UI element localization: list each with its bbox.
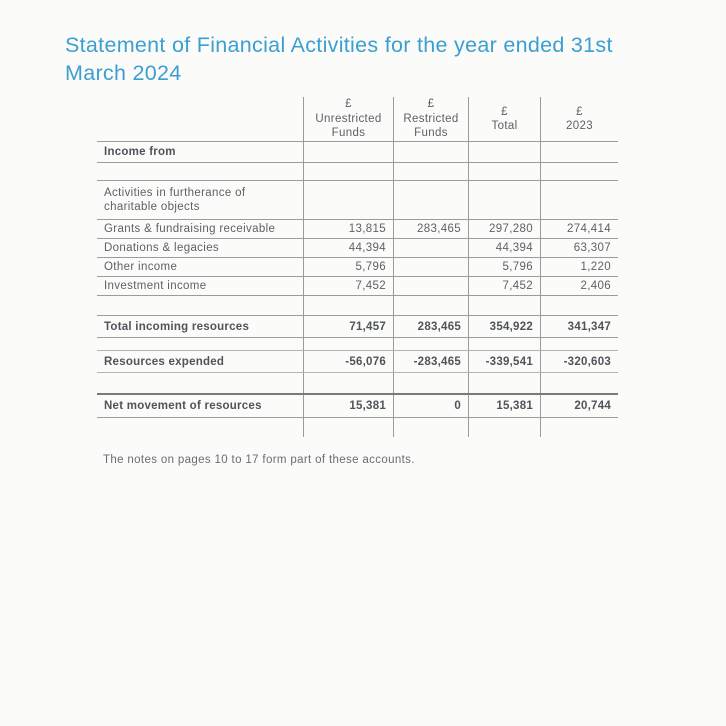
table-row-grants	[97, 220, 618, 239]
cell-2023	[540, 418, 618, 437]
row-label	[97, 163, 303, 180]
cell-2023: 341,347	[540, 316, 618, 337]
row-label: Activities in furtherance of charitable objects	[104, 187, 246, 213]
table-row-activities	[97, 181, 618, 220]
cell-unrestricted	[303, 296, 393, 315]
cell-total: 15,381	[468, 395, 540, 417]
cell-unrestricted	[303, 338, 393, 350]
cell-2023: 2,406	[540, 277, 618, 295]
cell-total	[468, 338, 540, 350]
cell-restricted	[393, 181, 468, 219]
table-row-resources-expended	[97, 351, 618, 373]
cell-2023: 274,414	[540, 220, 618, 238]
cell-unrestricted	[303, 142, 393, 162]
header-label: Funds	[331, 127, 366, 140]
row-label: Total incoming resources	[104, 320, 250, 333]
cell-total	[468, 418, 540, 437]
row-label: Other income	[104, 261, 178, 273]
row-label: Donations & legacies	[104, 242, 220, 254]
cell-total: 7,452	[468, 277, 540, 295]
cell-2023	[540, 181, 618, 219]
financial-activities-table	[97, 97, 618, 437]
table-header-row	[97, 97, 618, 142]
cell-2023	[540, 338, 618, 350]
row-label: Income from	[104, 146, 176, 158]
table-row-total-incoming	[97, 316, 618, 338]
header-label: Total	[491, 120, 518, 132]
table-row-blank	[97, 296, 618, 316]
cell-restricted	[393, 163, 468, 180]
cell-unrestricted	[303, 373, 393, 393]
row-label	[97, 373, 303, 393]
cell-restricted	[393, 418, 468, 437]
cell-2023: 63,307	[540, 239, 618, 257]
row-label	[97, 296, 303, 315]
cell-total	[468, 163, 540, 180]
cell-restricted: -283,465	[393, 351, 468, 372]
cell-restricted	[393, 296, 468, 315]
cell-2023: 20,744	[540, 395, 618, 417]
header-total	[468, 97, 540, 141]
footnote: The notes on pages 10 to 17 form part of these accounts.	[103, 454, 415, 466]
cell-restricted	[393, 373, 468, 393]
cell-2023	[540, 373, 618, 393]
cell-restricted	[393, 258, 468, 276]
table-row-blank	[97, 163, 618, 181]
header-unrestricted-funds	[303, 97, 393, 141]
header-label: Restricted	[403, 112, 459, 125]
cell-unrestricted: 15,381	[303, 395, 393, 417]
cell-restricted	[393, 142, 468, 162]
cell-unrestricted: -56,076	[303, 351, 393, 372]
cell-2023: 1,220	[540, 258, 618, 276]
cell-2023	[540, 163, 618, 180]
cell-2023: -320,603	[540, 351, 618, 372]
cell-total	[468, 181, 540, 219]
row-label	[97, 418, 303, 437]
cell-restricted	[393, 338, 468, 350]
cell-total: 297,280	[468, 220, 540, 238]
table-row-other-income	[97, 258, 618, 277]
cell-2023	[540, 296, 618, 315]
header-spacer-cell	[97, 97, 303, 141]
header-2023	[540, 97, 618, 141]
row-label: Grants & fundraising receivable	[104, 223, 276, 235]
header-label: Unrestricted	[315, 112, 382, 125]
cell-unrestricted	[303, 418, 393, 437]
header-label: 2023	[566, 120, 593, 132]
page-title: Statement of Financial Activities for the year ended 31st March 2024	[65, 33, 613, 85]
cell-restricted	[393, 239, 468, 257]
cell-unrestricted	[303, 181, 393, 219]
cell-total	[468, 373, 540, 393]
table-row-investment-income	[97, 277, 618, 296]
cell-restricted: 283,465	[393, 220, 468, 238]
row-label: Investment income	[104, 280, 207, 292]
cell-total: 354,922	[468, 316, 540, 337]
row-label: Resources expended	[104, 355, 225, 368]
cell-unrestricted: 13,815	[303, 220, 393, 238]
currency-symbol: £	[427, 98, 435, 111]
table-row-net-movement	[97, 395, 618, 418]
cell-restricted	[393, 277, 468, 295]
cell-2023	[540, 142, 618, 162]
cell-total: 44,394	[468, 239, 540, 257]
cell-total	[468, 142, 540, 162]
row-label: Net movement of resources	[104, 400, 262, 412]
table-row-donations	[97, 239, 618, 258]
cell-restricted: 0	[393, 395, 468, 417]
cell-unrestricted: 71,457	[303, 316, 393, 337]
table-row-income-from	[97, 142, 618, 163]
table-row-stub	[97, 418, 618, 437]
cell-total	[468, 296, 540, 315]
header-label: Funds	[414, 127, 448, 140]
currency-symbol: £	[576, 105, 583, 118]
table-row-blank	[97, 373, 618, 395]
cell-restricted: 283,465	[393, 316, 468, 337]
cell-unrestricted: 5,796	[303, 258, 393, 276]
cell-total: 5,796	[468, 258, 540, 276]
header-restricted-funds	[393, 97, 468, 141]
cell-unrestricted: 44,394	[303, 239, 393, 257]
currency-symbol: £	[345, 98, 352, 111]
cell-total: -339,541	[468, 351, 540, 372]
row-label	[97, 338, 303, 350]
cell-unrestricted: 7,452	[303, 277, 393, 295]
table-row-blank	[97, 338, 618, 351]
currency-symbol: £	[501, 105, 508, 118]
cell-unrestricted	[303, 163, 393, 180]
